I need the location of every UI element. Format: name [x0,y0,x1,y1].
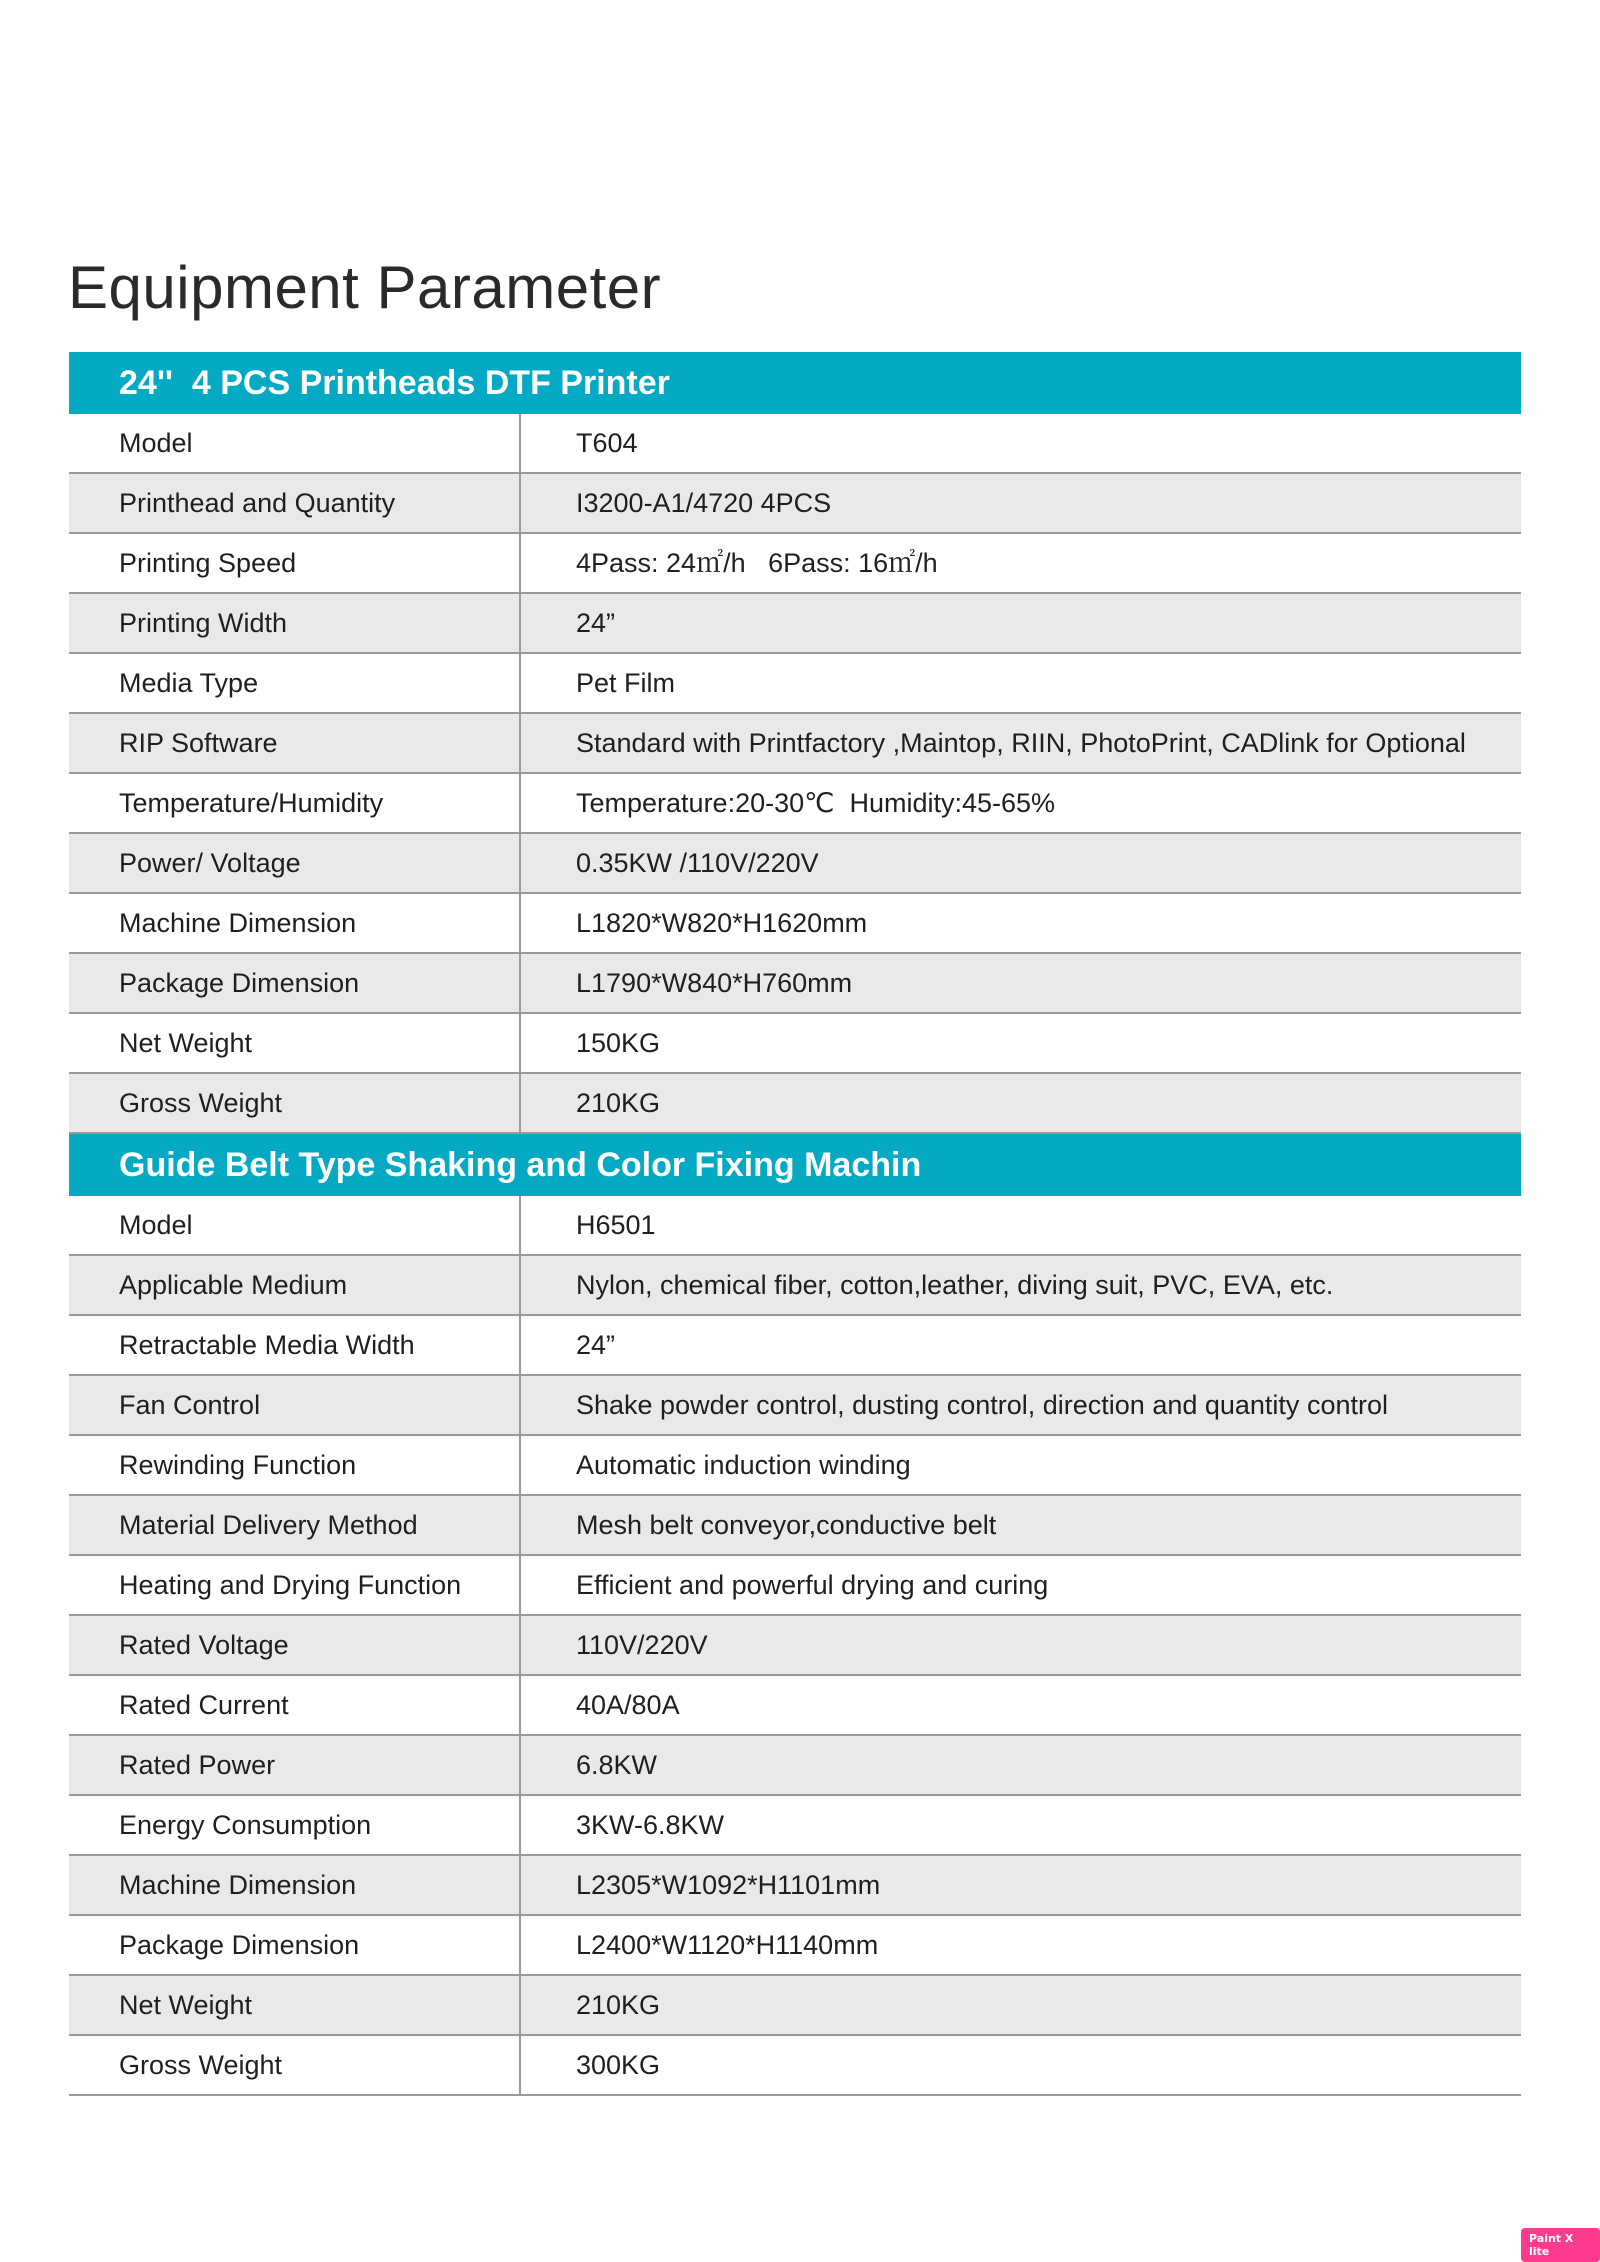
row-value: Standard with Printfactory ,Maintop, RIIN, PhotoPrint, CADlink for Optional [576,728,1466,758]
table-row [69,2036,1521,2096]
table-row [69,1556,1521,1616]
row-value: 210KG [576,1088,661,1118]
table-row [69,774,1521,834]
row-label: Applicable Medium [69,1256,521,1314]
row-label: Printing Speed [69,534,521,592]
table-row [69,474,1521,534]
row-value: L2305*W1092*H1101mm [576,1870,881,1900]
row-label: RIP Software [69,714,521,772]
table-row [69,714,1521,774]
row-label: Printhead and Quantity [69,474,521,532]
table-row [69,1316,1521,1376]
section-header: Guide Belt Type Shaking and Color Fixing Machin [69,1134,1521,1196]
row-label: Net Weight [69,1976,521,2034]
row-value: Shake powder control, dusting control, direction and quantity control [576,1390,1388,1420]
row-label: Rated Voltage [69,1616,521,1674]
row-value: 6.8KW [576,1750,658,1780]
row-label: Net Weight [69,1014,521,1072]
row-label: Machine Dimension [69,894,521,952]
row-value: 3KW-6.8KW [576,1810,725,1840]
row-value: 150KG [576,1028,661,1058]
row-value: Mesh belt conveyor,conductive belt [576,1510,997,1540]
table-row [69,894,1521,954]
row-label: Printing Width [69,594,521,652]
table-row [69,1976,1521,2036]
row-label: Rewinding Function [69,1436,521,1494]
row-label: Rated Power [69,1736,521,1794]
row-value: 24” [576,608,616,638]
table-row [69,1014,1521,1074]
table-row [69,654,1521,714]
row-label: Heating and Drying Function [69,1556,521,1614]
row-value: I3200-A1/4720 4PCS [576,488,832,518]
table-row [69,534,1521,594]
table-row [69,1496,1521,1556]
row-value: H6501 [576,1210,656,1240]
row-value: Automatic induction winding [576,1450,911,1480]
table-row [69,1196,1521,1256]
table-row [69,954,1521,1014]
page-title: Equipment Parameter [68,254,662,321]
row-label: Machine Dimension [69,1856,521,1914]
spec-table [69,352,1521,2096]
table-row [69,1256,1521,1316]
table-row [69,1376,1521,1436]
row-value: 4Pass: 24㎡/h 6Pass: 16㎡/h [576,548,938,578]
row-value: Efficient and powerful drying and curing [576,1570,1049,1600]
row-label: Retractable Media Width [69,1316,521,1374]
row-value: L1790*W840*H760mm [576,968,853,998]
section-header: 24'' 4 PCS Printheads DTF Printer [69,352,1521,414]
table-row [69,1436,1521,1496]
row-label: Energy Consumption [69,1796,521,1854]
row-value: Temperature:20-30℃ Humidity:45-65% [576,788,1056,818]
table-row [69,1074,1521,1134]
table-row [69,834,1521,894]
table-row [69,1796,1521,1856]
table-row [69,594,1521,654]
row-label: Model [69,414,521,472]
row-value: T604 [576,428,638,458]
row-value: 40A/80A [576,1690,680,1720]
row-value: L2400*W1120*H1140mm [576,1930,879,1960]
table-row [69,1736,1521,1796]
row-label: Rated Current [69,1676,521,1734]
row-label: Temperature/Humidity [69,774,521,832]
table-row [69,1856,1521,1916]
row-label: Material Delivery Method [69,1496,521,1554]
row-value: 110V/220V [576,1630,708,1660]
row-label: Gross Weight [69,2036,521,2094]
row-value: L1820*W820*H1620mm [576,908,868,938]
row-label: Model [69,1196,521,1254]
row-label: Media Type [69,654,521,712]
row-value: Pet Film [576,668,676,698]
row-value: 24” [576,1330,616,1360]
row-label: Gross Weight [69,1074,521,1132]
row-value: 300KG [576,2050,661,2080]
row-label: Power/ Voltage [69,834,521,892]
row-label: Fan Control [69,1376,521,1434]
table-row [69,414,1521,474]
table-row [69,1676,1521,1736]
row-value: 0.35KW /110V/220V [576,848,819,878]
row-label: Package Dimension [69,954,521,1012]
table-row [69,1616,1521,1676]
row-value: 210KG [576,1990,661,2020]
row-value: Nylon, chemical fiber, cotton,leather, diving suit, PVC, EVA, etc. [576,1270,1334,1300]
watermark-badge: Paint X lite [1521,2228,1600,2262]
table-row [69,1916,1521,1976]
row-label: Package Dimension [69,1916,521,1974]
